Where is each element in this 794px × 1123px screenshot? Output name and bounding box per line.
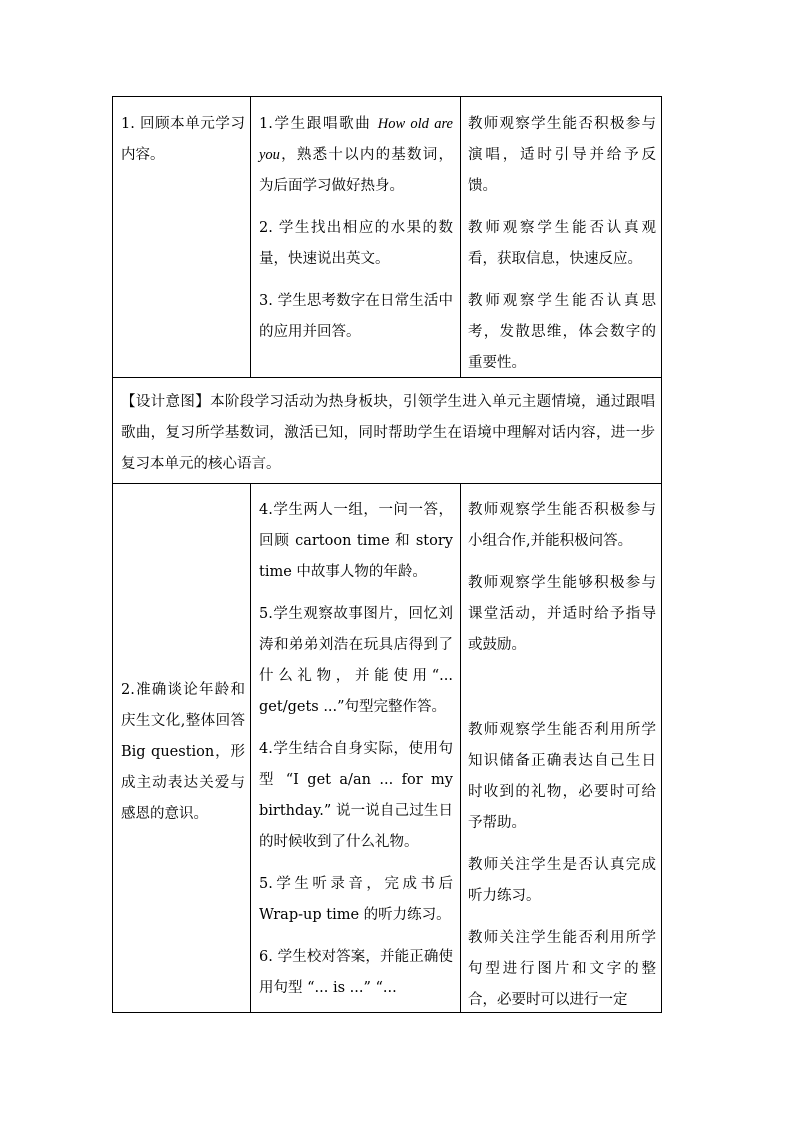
- design-intent: [121, 387, 655, 480]
- col-divider-1a: [250, 97, 251, 377]
- section1-goal-cell: [121, 109, 245, 182]
- section1-activity-3: 3. 学生思考数字在日常生活中的应用并回答。: [259, 293, 453, 340]
- section1-activity-1: 1.学生跟唱歌曲 How old are you，熟悉十以内的基数词，为后面学习做好热身。: [259, 116, 453, 194]
- section1-assessment-2: 教师观察学生能否认真观看，获取信息，快速反应。: [468, 220, 656, 267]
- section1-activity-2: 2. 学生找出相应的水果的数量，快速说出英文。: [259, 220, 453, 267]
- section2-activity-2: 5.学生观察故事图片，回忆刘涛和弟弟刘浩在玩具店得到了什么礼物，并能使用“... get/gets ...”句型完整作答。: [259, 606, 453, 715]
- design-intent-label: 【设计意图】: [121, 394, 211, 410]
- section1-assessment-3: 教师观察学生能否认真思考，发散思维，体会数字的重要性。: [468, 293, 656, 371]
- section2-assessment-2: 教师观察学生能够积极参与课堂活动，并适时给予指导或鼓励。: [468, 575, 656, 653]
- section2-activities-cell: [259, 495, 453, 1010]
- col-divider-2a: [460, 97, 461, 377]
- col-divider-2b: [460, 483, 461, 1013]
- section1-assessment-1: 教师观察学生能否积极参与演唱，适时引导并给予反馈。: [468, 116, 656, 194]
- section2-assessment-5: 教师关注学生能否利用所学句型进行图片和文字的整合，必要时可以进行一定: [468, 930, 656, 1008]
- section2-activity-4: 5.学生听录音，完成书后Wrap-up time 的听力练习。: [259, 876, 453, 923]
- section1-activities-cell: [259, 109, 453, 359]
- section2-assessment-cell: [468, 495, 656, 1010]
- section2-assessment-4: 教师关注学生是否认真完成听力练习。: [468, 857, 656, 904]
- lesson-plan-table: [112, 96, 662, 1013]
- col-divider-1b: [250, 483, 251, 1013]
- section2-goal: 2.准确谈论年龄和庆生文化,整体回答Big question，形成主动表达关爱与感恩的意识。: [121, 682, 245, 822]
- section1-assessment-cell: [468, 109, 656, 390]
- section2-goal-cell: [121, 675, 245, 841]
- section2-assessment-3: 教师观察学生能否利用所学知识储备正确表达自己生日时收到的礼物，必要时可给予帮助。: [468, 722, 656, 831]
- section1-goal: 1. 回顾本单元学习内容。: [121, 116, 245, 163]
- design-intent-cell: [121, 387, 655, 491]
- section2-assessment-1: 教师观察学生能否积极参与小组合作,并能积极问答。: [468, 502, 656, 549]
- section2-activity-1: 4.学生两人一组，一问一答，回顾 cartoon time 和 story time 中故事人物的年龄。: [259, 502, 453, 580]
- section2-activity-5: 6. 学生校对答案，并能正确使用句型 “... is ...” “...: [259, 949, 453, 996]
- design-intent-text: 本阶段学习活动为热身板块，引领学生进入单元主题情境，通过跟唱歌曲，复习所学基数词，激活已知，同时帮助学生在语境中理解对话内容，进一步复习本单元的核心语言。: [121, 394, 656, 472]
- section2-activity-3: 4.学生结合自身实际，使用句型 “I get a/an ... for my birthday.” 说一说自己过生日的时候收到了什么礼物。: [259, 741, 453, 850]
